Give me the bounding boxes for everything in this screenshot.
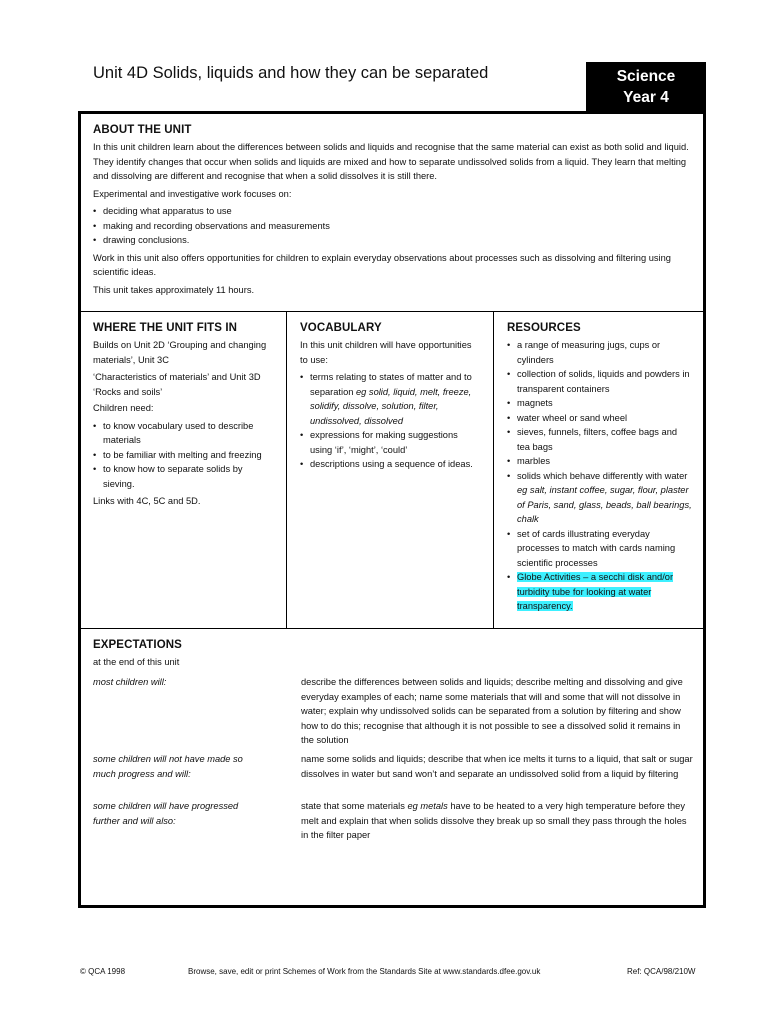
page-title: Unit 4D Solids, liquids and how they can be separated (93, 64, 489, 82)
resources-solids-examples: eg salt, instant coffee, sugar, flour, plaster of Paris, sand, glass, beads, ball bearings, chalk (517, 485, 692, 524)
list-item: • a range of measuring jugs, cups or cylinders (507, 338, 692, 367)
list-item: • sieves, funnels, filters, coffee bags and tea bags (507, 425, 692, 454)
vocabulary-heading: VOCABULARY (300, 322, 382, 334)
list-item (300, 370, 480, 428)
list-item: • magnets (507, 396, 692, 411)
list-item: • to know vocabulary used to describe materials (93, 419, 273, 448)
list-item (507, 469, 692, 527)
expectation-text: describe the differences between solids and liquids; describe melting and dissolving and give everyday examples of each; name some materials that will and some that will not dissolve in water; explain why undissolved solids can be separated from a solution by filtering and show how to do this; recognise that although it is not possible to see a dissolved solid it remains in the solution (301, 677, 683, 745)
vocabulary-terms: eg solid, liquid, melt, freeze, solidify, dissolve, solution, filter, undissolved, dissolved (310, 386, 472, 426)
list-item: • deciding what apparatus to use (93, 204, 691, 219)
about-heading: ABOUT THE UNIT (93, 124, 192, 136)
list-item: • making and recording observations and measurements (93, 219, 691, 234)
expectation-text-part: state that some materials (301, 801, 408, 811)
footer-copyright: © QCA 1998 (80, 967, 126, 976)
vocabulary-intro: In this unit children will have opportunities to use: (300, 340, 472, 365)
list-item: • water wheel or sand wheel (507, 411, 692, 426)
expectation-label (93, 675, 283, 690)
fits-paragraph: Builds on Unit 2D ‘Grouping and changing materials’, Unit 3C (93, 340, 267, 365)
footer-reference: Ref: QCA/98/210W (627, 967, 696, 976)
expectation-text-part: have to be heated to a very high temperature before they melt and explain that when solids dissolve they break up so small they pass through the holes in the filter paper (301, 801, 687, 840)
about-list (93, 204, 691, 248)
fits-paragraph: ‘Characteristics of materials’ and Unit 3D ‘Rocks and soils’ (93, 372, 261, 397)
expectation-label-text: some children will not have made so much progress and will: (93, 754, 243, 779)
expectations-subheading: at the end of this unit (93, 657, 180, 667)
list-item: • collection of solids, liquids and powders in transparent containers (507, 367, 692, 396)
resources-list (507, 338, 692, 614)
fits-heading: WHERE THE UNIT FITS IN (93, 322, 238, 334)
resources-solids-text: solids which behave differently with water (517, 470, 688, 481)
footer-site-link[interactable]: Browse, save, edit or print Schemes of Work from the Standards Site at www.standards.dfee.gov.uk (188, 967, 541, 976)
fits-links: Links with 4C, 5C and 5D. (93, 496, 201, 506)
expectation-text: name some solids and liquids; describe that when ice melts it turns to a liquid, that salt or sugar dissolves in water but sand won’t and separate an undissolved solid from a liquid by filtering (301, 754, 693, 779)
resources-heading: RESOURCES (507, 322, 581, 334)
list-item: • to know how to separate solids by sieving. (93, 462, 273, 491)
divider-col1 (286, 312, 287, 628)
vocabulary-term-text: terms relating to states of matter and to separation (310, 372, 472, 397)
expectation-label-text: most children will: (93, 677, 167, 687)
fits-section (93, 322, 273, 509)
about-duration: This unit takes approximately 11 hours. (93, 284, 255, 295)
subject-badge (586, 62, 706, 112)
subject-label: Science (616, 68, 676, 85)
fits-paragraph: Children need: (93, 403, 154, 413)
vocabulary-section (300, 322, 480, 472)
expectation-label (93, 752, 263, 781)
about-paragraph: Experimental and investigative work focuses on: (93, 188, 292, 199)
fits-list (93, 419, 273, 492)
expectation-label-text: some children will have progressed further and will also: (93, 801, 239, 826)
divider-about (81, 311, 703, 312)
list-item: • to be familiar with melting and freezing (93, 448, 273, 463)
divider-columns (81, 628, 703, 629)
about-paragraph: In this unit children learn about the differences between solids and liquids and recognise that the same material can exist as both solid and liquid. They identify changes that occur when solids and liquids are mixed and how to separate undissolved solids from a liquid. They learn that melting and dissolving are different and recognise that when a solid dissolves it is still there. (93, 142, 689, 181)
list-item: • drawing conclusions. (93, 233, 691, 248)
list-item: • set of cards illustrating everyday processes to match with cards naming scientific processes (507, 527, 692, 571)
list-item: • expressions for making suggestions using ‘if’, ‘might’, ‘could’ (300, 428, 480, 457)
globe-activities-highlight: Globe Activities – a secchi disk and/or turbidity tube for looking at water transparency. (517, 572, 674, 611)
vocabulary-list (300, 370, 480, 472)
expectation-text (301, 799, 694, 843)
expectations-section (93, 639, 693, 670)
expectation-example: eg metals (407, 801, 448, 811)
list-item: • descriptions using a sequence of ideas. (300, 457, 480, 472)
year-label: Year 4 (623, 89, 669, 106)
expectations-heading: EXPECTATIONS (93, 639, 182, 651)
resources-section (507, 322, 692, 614)
list-item (507, 570, 692, 614)
about-paragraph: Work in this unit also offers opportunities for children to explain everyday observations about processes such as dissolving and filtering using scientific ideas. (93, 252, 671, 277)
expectation-label (93, 799, 263, 828)
list-item: • marbles (507, 454, 692, 469)
about-section (93, 124, 691, 297)
divider-col2 (493, 312, 494, 628)
